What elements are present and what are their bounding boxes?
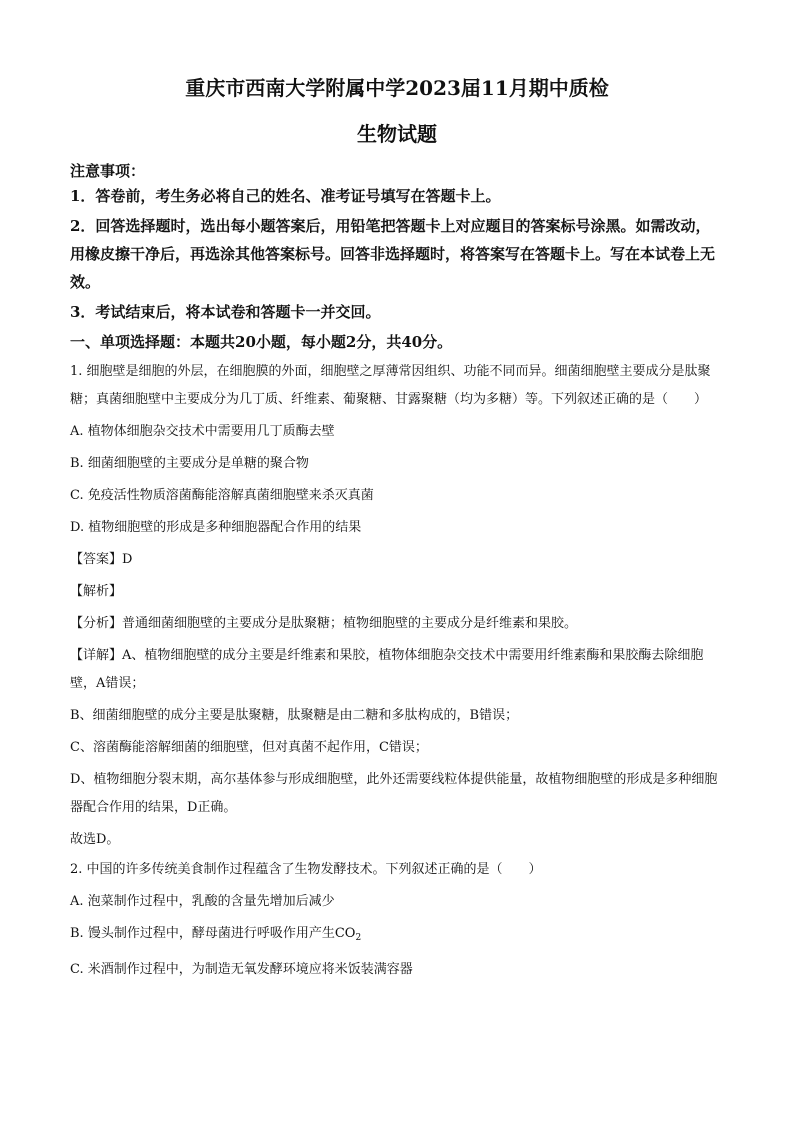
question-1-analysis-title: 【解析】 xyxy=(70,584,123,599)
section-heading: 一、单项选择题：本题共20小题，每小题2分，共40分。 xyxy=(70,333,453,351)
question-1-detail: 【详解】A、植物细胞壁的成分主要是纤维素和果胶，植物体细胞杂交技术中需要用纤维素酶和果胶酶去除细胞壁，A错误； xyxy=(70,648,704,691)
question-1-detail-c: C、溶菌酶能溶解细菌的细胞壁，但对真菌不起作用，C错误； xyxy=(70,740,428,755)
question-1-option-b: B. 细菌细胞壁的主要成分是单糖的聚合物 xyxy=(70,456,309,471)
co2-subscript: 2 xyxy=(355,933,362,943)
question-1-stem: 1. 细胞壁是细胞的外层，在细胞膜的外面，细胞壁之厚薄常因组织、功能不同而异。细菌细胞壁主要成分是肽聚糖；真菌细胞壁中主要成分为几丁质、纤维素、葡聚糖、甘露聚糖（均为多糖）等。下列叙述正确的是（ ） xyxy=(70,364,711,407)
question-2-option-b xyxy=(70,920,724,952)
question-1-option-a: A. 植物体细胞杂交技术中需要用几丁质酶去壁 xyxy=(70,424,335,439)
notice-item-2: 2．回答选择题时，选出每小题答案后，用铅笔把答题卡上对应题目的答案标号涂黑。如需改动，用橡皮擦干净后，再选涂其他答案标号。回答非选择题时，将答案写在答题卡上。写在本试卷上无效。 xyxy=(70,217,716,291)
page-title: 重庆市西南大学附属中学2023届11月期中质检 xyxy=(185,76,609,100)
question-1-option-d: D. 植物细胞壁的形成是多种细胞器配合作用的结果 xyxy=(70,520,362,535)
question-1-answer: 【答案】D xyxy=(70,552,133,567)
question-1-conclusion: 故选D。 xyxy=(70,832,120,847)
question-2-option-a: A. 泡菜制作过程中，乳酸的含量先增加后减少 xyxy=(70,894,335,909)
question-2-stem: 2. 中国的许多传统美食制作过程蕴含了生物发酵技术。下列叙述正确的是（ ） xyxy=(70,862,542,877)
question-2-option-c: C. 米酒制作过程中，为制造无氧发酵环境应将米饭装满容器 xyxy=(70,962,413,977)
question-1-detail-d: D、植物细胞分裂末期，高尔基体参与形成细胞壁，此外还需要线粒体提供能量，故植物细胞壁的形成是多种细胞器配合作用的结果，D正确。 xyxy=(70,772,718,815)
notice-item-3: 3．考试结束后，将本试卷和答题卡一并交回。 xyxy=(70,303,381,321)
question-2-option-b-text: B. 馒头制作过程中，酵母菌进行呼吸作用产生CO xyxy=(70,926,356,941)
notice-title: 注意事项： xyxy=(70,162,146,180)
question-1-option-c: C. 免疫活性物质溶菌酶能溶解真菌细胞壁来杀灭真菌 xyxy=(70,488,374,503)
question-1-detail-b: B、细菌细胞壁的成分主要是肽聚糖，肽聚糖是由二糖和多肽构成的，B错误； xyxy=(70,708,519,723)
notice-item-1: 1．答卷前，考生务必将自己的姓名、准考证号填写在答题卡上。 xyxy=(70,187,501,205)
question-1-analysis: 【分析】普通细菌细胞壁的主要成分是肽聚糖；植物细胞壁的主要成分是纤维素和果胶。 xyxy=(70,616,578,631)
page-subtitle: 生物试题 xyxy=(357,122,437,146)
